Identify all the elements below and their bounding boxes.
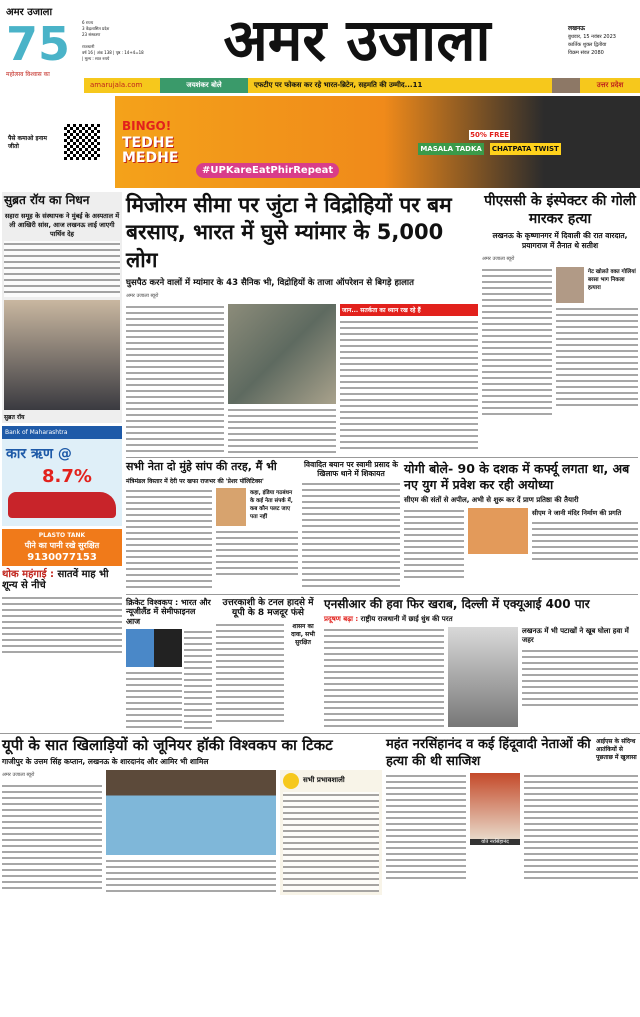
edition: 23 संस्करण — [82, 32, 101, 37]
mahant-headline[interactable]: महंत नरसिंहानंद व कई हिंदूवादी नेताओं की हत्या की थी साजिश — [386, 736, 591, 769]
bank-ad[interactable] — [2, 426, 122, 526]
masthead-title: अमर उजाला — [223, 6, 491, 75]
hockey-photo-col — [106, 770, 276, 894]
rajbhar-body-2 — [216, 529, 298, 579]
date: बुधवार, 15 नवंबर 2023 — [568, 34, 616, 40]
ad-brand: BINGO! — [122, 118, 172, 133]
lead-body-row — [126, 304, 478, 454]
edition: 6 राज्य — [82, 20, 94, 25]
psc-side-col — [556, 267, 638, 406]
ncr-headline[interactable]: एनसीआर की हवा फिर खराब, दिल्ली में एक्यूआई 400 पार — [324, 597, 590, 612]
lead-subhead: घुसपैठ करने वालों में म्यांमार के 43 सैनिक भी, विद्रोहियों के ताजा ऑपरेशन से बिगड़े हालात — [126, 277, 414, 288]
hockey-text-col — [2, 770, 102, 893]
logo-small: अमर उजाला — [6, 7, 53, 18]
ncr-subhead-line — [324, 615, 638, 624]
mahant-caption: यति नरसिंहानंद — [470, 839, 520, 845]
lead-headline[interactable]: मिजोरम सीमा पर जुंटा ने विद्रोहियों पर बम बरसाए, भारत में घुसे म्यांमार के 5,000 लोग — [126, 193, 452, 272]
lead-box-body — [340, 319, 478, 449]
date-block — [568, 25, 636, 57]
ncr-side: लखनऊ में भी पटाखों ने खूब घोला हवा में जहर — [522, 626, 629, 644]
row-3 — [126, 598, 638, 730]
car-image — [8, 492, 116, 518]
anniv-number: 75 — [6, 17, 71, 71]
ncr-story — [324, 598, 638, 727]
lead-photo — [228, 304, 336, 404]
yogi-body-2 — [532, 520, 638, 560]
ad-flavor-row — [418, 143, 560, 155]
yogi-headline[interactable]: योगी बोले- 90 के दशक में कर्फ्यू लगता था, अब नए युग में प्रवेश कर रही अयोध्या — [404, 460, 630, 493]
subrata-caption: सुब्रत रॉय — [4, 413, 25, 421]
rajbhar-subhead: मंत्रिमंडल विस्तार में देरी पर खफा राजभर की 'प्रेशर पॉलिटिक्स' — [126, 477, 264, 485]
hockey-byline: अमर उजाला ब्यूरो — [2, 771, 35, 778]
cricket-story — [126, 598, 212, 730]
ad-product: TEDHE MEDHE — [122, 134, 179, 166]
rajbhar-photo-col — [216, 488, 298, 579]
subrata-photo — [4, 300, 120, 410]
hockey-box — [280, 770, 382, 895]
psc-subhead: लखनऊ के कृष्णानगर में दिवाली की रात वारदात, प्रयागराज में तैनात थे सतीश — [492, 231, 628, 251]
mahant-side: आईएस के संदिग्ध आतंकियों से पूछताछ में खुलासा — [596, 737, 637, 761]
qr-text: पैसे कमाओ इनाम जीतो — [8, 135, 47, 150]
jaishankar-photo — [552, 78, 580, 93]
mahant-body-2 — [524, 773, 638, 883]
psc-body-row — [482, 267, 638, 417]
topbar-headline[interactable]: एफटीए पर फोकस कर रहे भारत-ब्रिटेन, सहमति की उम्मीद...11 — [254, 81, 423, 89]
inflation-title: सातवें माह भी शून्य से नीचे — [2, 568, 109, 592]
ad-brand-block — [108, 119, 188, 166]
ad-bank-name: Bank of Maharashtra — [2, 426, 122, 439]
lead-byline: अमर उजाला ब्यूरो — [126, 292, 159, 299]
lead-body-2 — [228, 407, 336, 453]
yogi-side: सीएम ने जानी मंदिर निर्माण की प्रगति — [532, 509, 622, 518]
subrata-headline[interactable]: सुब्रत रॉय का निधन — [4, 193, 90, 207]
hockey-body — [2, 783, 102, 893]
swami-body — [302, 481, 400, 591]
rajbhar-quote: कहा, इंडिया गठबंधन के कई नेता संपर्क में, कब कौन पलट जाए पता नहीं — [250, 489, 293, 520]
psc-photo-row — [556, 267, 638, 303]
subrata-story — [2, 192, 122, 423]
tunnel-side: शासन का दावा, सभी सुरक्षित — [291, 622, 315, 646]
ad-rate: 8.7% — [42, 465, 92, 487]
ad-flavor-2: CHATPATA TWIST — [491, 144, 559, 153]
yogi-body — [404, 508, 464, 578]
inflation-headline[interactable] — [2, 569, 122, 592]
hindu-date: कार्तिक शुक्ल द्वितीया — [568, 42, 607, 48]
row-4 — [0, 737, 640, 895]
region-label: उत्तर प्रदेश — [596, 81, 624, 89]
hockey-photo — [106, 770, 276, 855]
psc-headline[interactable]: पीएससी के इंस्पेक्टर की गोली मारकर हत्या — [484, 193, 636, 228]
yogi-subhead: सीएम की संतों से अपील, अभी से शुरू कर दें प्राण प्रतिष्ठा की तैयारी — [404, 496, 579, 505]
hockey-headline[interactable]: यूपी के सात खिलाड़ियों को जूनियर हॉकी विश्वकप का टिकट — [2, 735, 333, 754]
rajbhar-story — [126, 461, 298, 588]
row-2 — [126, 461, 638, 591]
lead-box — [340, 304, 478, 449]
hockey-subhead: गाजीपुर के उत्तम सिंह कप्तान, लखनऊ के शारदानंद और आमिर भी शामिल — [2, 756, 209, 766]
rajbhar-photo-row — [216, 488, 298, 526]
cricket-body — [184, 629, 212, 729]
yogi-story — [404, 461, 638, 579]
lead-body-1 — [126, 304, 224, 454]
psc-body-2 — [556, 306, 638, 406]
box-icon — [283, 773, 299, 789]
box-body — [283, 792, 379, 892]
subrata-subhead: सहारा समूह के संस्थापक ने मुंबई के अस्पताल में ली आखिरी सांस, आज लखनऊ लाई जाएगी पार्थिव देह — [4, 211, 120, 238]
anniversary-logo — [6, 4, 78, 78]
psc-story — [482, 192, 638, 417]
ncr-subhead: राष्ट्रीय राजधानी में छाई धुंध की परत — [360, 614, 453, 623]
rajbhar-headline[interactable]: सभी नेता दो मुंहे सांप की तरह, मैं भी — [126, 459, 277, 473]
tunnel-story — [216, 598, 320, 722]
edition: 3 केंद्रशासित प्रदेश — [82, 26, 110, 31]
rajbhar-body — [126, 488, 212, 588]
ad-flavors — [347, 130, 632, 155]
ad-offer: 50% FREE — [470, 130, 510, 139]
divider — [126, 594, 638, 595]
qr-code — [64, 124, 100, 160]
mahant-photo — [470, 773, 520, 839]
psc-photo — [556, 267, 584, 303]
tunnel-body-row — [216, 622, 320, 722]
ncr-body-row — [324, 627, 638, 727]
plasto-ad[interactable] — [2, 529, 122, 566]
topbar-tag: जयशंकर बोले — [160, 78, 248, 93]
cricket-body-2 — [126, 670, 182, 730]
masthead — [0, 0, 640, 78]
samvat: विक्रम संवत 2080 — [568, 50, 604, 56]
ad-tank-text: पीने का पानी रखे सुरक्षित — [24, 540, 100, 550]
main-area — [126, 192, 638, 730]
anniv-tag: महोत्सव विश्वास का — [6, 71, 50, 78]
ad-tank-brand: PLASTO TANK — [38, 531, 86, 539]
tunnel-body — [216, 622, 284, 722]
cricket-headline[interactable]: क्रिकेट विश्वकप : भारत और न्यूजीलैंड में सेमीफाइनल आज — [126, 598, 211, 626]
issue-line: वर्ष 16 | अंक 138 | पृष्ठ : 14+4=18 | मूल्य : सात रुपये — [82, 50, 144, 61]
lead-box-title: जान... सतर्कता का ध्यान रख रहे हैं — [340, 304, 478, 316]
cricket-photo — [126, 629, 182, 667]
ncr-kicker: प्रदूषण बढ़ा : — [324, 614, 359, 623]
mahant-photo-col — [470, 773, 520, 845]
city-edition: राजधानी — [82, 44, 95, 49]
inflation-kicker: थोक महंगाई : — [2, 568, 55, 580]
inflation-body — [2, 595, 122, 655]
divider — [0, 733, 640, 734]
yogi-side-col — [532, 508, 638, 560]
top-bar — [84, 78, 640, 93]
upper-section — [0, 192, 640, 730]
city: लखनऊ — [568, 25, 586, 32]
row-1 — [126, 192, 638, 454]
ad-phone: 9130077153 — [27, 551, 97, 563]
mahant-header — [386, 737, 638, 771]
subrata-body — [4, 241, 120, 297]
hockey-body-2 — [106, 858, 276, 894]
inflation-story — [2, 569, 122, 655]
box-title: सभी प्रभावशाली — [303, 775, 345, 784]
site-link[interactable]: amarujala.com — [90, 81, 143, 89]
psc-byline: अमर उजाला ब्यूरो — [482, 256, 515, 263]
box-header — [283, 773, 379, 789]
psc-body — [482, 267, 552, 417]
ad-loan: कार ऋण @ — [6, 445, 72, 462]
swami-headline[interactable]: विवादित बयान पर स्वामी प्रसाद के खिलाफ थाने में शिकायत — [303, 459, 399, 478]
yogi-body-row — [404, 508, 638, 578]
left-column — [2, 192, 122, 655]
mahant-story — [386, 737, 638, 884]
lead-story — [126, 192, 478, 454]
bingo-ad[interactable] — [0, 96, 640, 188]
ncr-side-col — [522, 627, 638, 708]
tunnel-headline[interactable]: उत्तरकाशी के टनल हादसे में यूपी के 8 मजदूर फंसे — [222, 598, 314, 619]
hockey-story — [2, 737, 382, 895]
ncr-body — [324, 627, 444, 727]
yogi-photo — [468, 508, 528, 554]
ad-flavor-1: MASALA TADKA — [420, 144, 482, 153]
editions-list — [82, 20, 146, 62]
ad-hashtag: #UPKareEatPhirRepeat — [196, 163, 339, 178]
mahant-body-row — [386, 773, 638, 883]
divider — [126, 457, 638, 458]
psc-side: गेट खोलते वक्त गोलियां बरसा भाग निकला हत्यारा — [588, 269, 636, 292]
lead-photo-col — [228, 304, 336, 453]
ncr-side-body — [522, 648, 638, 708]
mahant-body — [386, 773, 466, 883]
cricket-photo-col — [126, 629, 182, 730]
cricket-body-row — [126, 629, 212, 730]
rajbhar-body-row — [126, 488, 298, 588]
rajbhar-photo — [216, 488, 246, 526]
ncr-photo — [448, 627, 518, 727]
hockey-body-row — [2, 770, 382, 895]
swami-story — [302, 461, 400, 591]
